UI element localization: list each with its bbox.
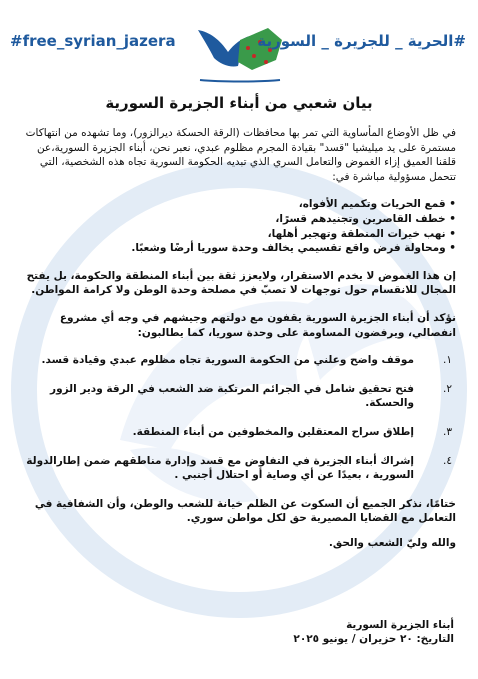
closing-paragraph: ختامًا، نذكر الجميع أن السكوت عن الظلم خيانة للشعب والوطن، وأن الشفافية في التعامل مع القضايا المصيرية حق لكل مواطن سوري.	[34, 497, 456, 525]
demand-text: فتح تحقيق شامل في الجرائم المرتكبة ضد الشعب في الرقة ودير الزور والحسكة.	[50, 382, 414, 410]
list-item: • قمع الحريات وتكميم الأفواه،	[298, 198, 456, 211]
list-item: • خطف القاصرين وتجنيدهم قسرًا،	[275, 212, 456, 225]
list-item: • نهب خيرات المنطقة وتهجير أهلها،	[267, 227, 456, 240]
signature-block	[293, 618, 454, 646]
signature-date: التاريخ: ٢٠ حزيران / يونيو ٢٠٢٥	[293, 633, 454, 645]
demands-list	[22, 353, 456, 483]
signature-name: أبناء الجزيرة السورية	[346, 619, 454, 631]
closing-section	[22, 497, 456, 551]
demand-text: موقف واضح وعلني من الحكومة السورية تجاه مظلوم عبدي وقيادة قسد.	[41, 354, 414, 367]
demand-number: ٢.	[443, 382, 452, 395]
demand-text: إشراك أبناء الجزيرة في التفاوض مع قسد وإدارة مناطقهم ضمن إطارالدولة السورية ، بعيدًا عن أي وصاية أو احتلال أجنبي .	[26, 454, 414, 482]
header	[0, 8, 478, 98]
intro-paragraph: في ظل الأوضاع المأساوية التي تمر بها محافظات (الرقة الحسكة ديرالزور)، وما تشهده من انتهاكات مستمرة على يد ميليشيا "قسد" بقيادة المجرم مظلوم عبدي، نعبر نحن، أبناء الجزيرة السورية،عن قلقنا العميق إزاء الغموض والتعامل السري الذي تبديه الحكومة السورية تجاه هذه الشخصية، التي تتحمل مسؤولية مباشرة في:	[25, 127, 456, 183]
demand-number: ٤.	[443, 454, 452, 467]
demand-item	[22, 382, 456, 411]
demand-item	[22, 454, 456, 483]
demand-text: إطلاق سراح المعتقلين والمخطوفين من أبناء المنطقة.	[132, 425, 414, 438]
statement-body	[22, 126, 456, 560]
hashtag-left: #free_syrian_jazera	[10, 32, 176, 50]
demand-item	[22, 425, 456, 440]
list-item: • ومحاولة فرض واقع تقسيمي يخالف وحدة سوريا أرضًا وشعبًا.	[131, 242, 456, 255]
paragraph-demands-intro: نؤكد أن أبناء الجزيرة السورية يقفون مع دولتهم وجيشهم في وجه أي مشروع انفصالي، ويرفضون المساومة على وحدة سوريا، كما يطالبون:	[59, 311, 456, 339]
dove-logo-icon	[190, 10, 290, 90]
demand-number: ١.	[443, 354, 452, 367]
page-title: بيان شعبي من أبناء الجزيرة السورية	[105, 94, 373, 112]
paragraph-stability: إن هذا الغموض لا يخدم الاستقرار، ولايعزز ثقة بين أبناء المنطقة والحكومة، بل يفتح المجال للانقسام حول توجهات لا تصبّ في مصلحة وحدة الوطن ولا كرامة المواطن.	[26, 269, 456, 297]
prayer-line: والله وليّ الشعب والحق.	[328, 536, 456, 549]
demand-number: ٣.	[443, 425, 452, 438]
grievances-list	[22, 197, 456, 255]
hashtag-right: #الحرية _ للجزيرة _ السورية	[257, 32, 466, 50]
demand-item	[22, 353, 456, 368]
